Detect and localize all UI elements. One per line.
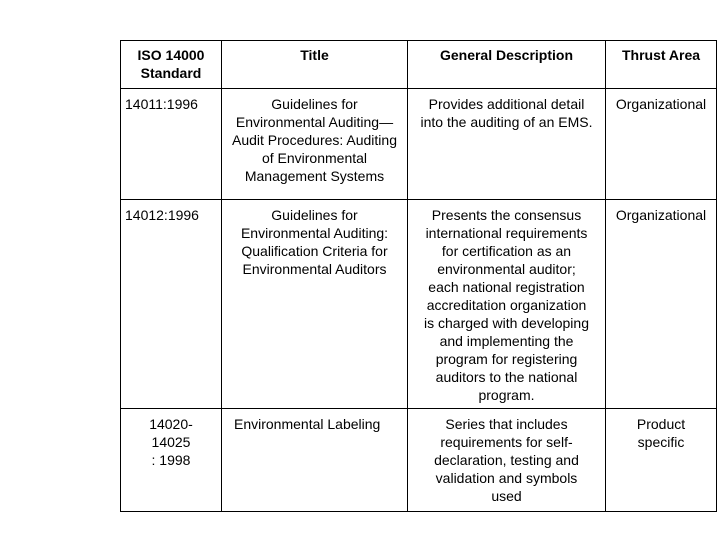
cell-thrust-area: Organizational — [606, 200, 717, 409]
cell-description: Series that includes requirements for self- declaration, testing and validation and symbols used — [408, 409, 606, 512]
table-row — [121, 89, 717, 200]
cell-title: Environmental Labeling — [222, 409, 408, 512]
header-row — [121, 41, 717, 89]
cell-thrust-area: Organizational — [606, 89, 717, 200]
header-standard-line: ISO 14000 — [137, 47, 205, 63]
table-row — [121, 200, 717, 409]
header-standard-line: Standard — [140, 65, 202, 81]
cell-description: Provides additional detail into the auditing of an EMS. — [408, 89, 606, 200]
header-title: Title — [222, 41, 408, 89]
table-row — [121, 409, 717, 512]
cell-standard: 14012:1996 — [121, 200, 222, 409]
header-thrust-area: Thrust Area — [606, 41, 717, 89]
cell-thrust-area: Product specific — [606, 409, 717, 512]
cell-standard: 14020- 14025 : 1998 — [121, 409, 222, 512]
cell-description: Presents the consensus international requirements for certification as an environmental auditor; each national registration accreditation organization is charged with developing and implementing the program for registering auditors to the national program. — [408, 200, 606, 409]
iso-14000-standards-table — [120, 40, 717, 512]
cell-title: Guidelines for Environmental Auditing: Qualification Criteria for Environmental Auditors — [222, 200, 408, 409]
header-standard — [121, 41, 222, 89]
header-description: General Description — [408, 41, 606, 89]
cell-standard: 14011:1996 — [121, 89, 222, 200]
cell-title: Guidelines for Environmental Auditing— Audit Procedures: Auditing of Environmental Management Systems — [222, 89, 408, 200]
